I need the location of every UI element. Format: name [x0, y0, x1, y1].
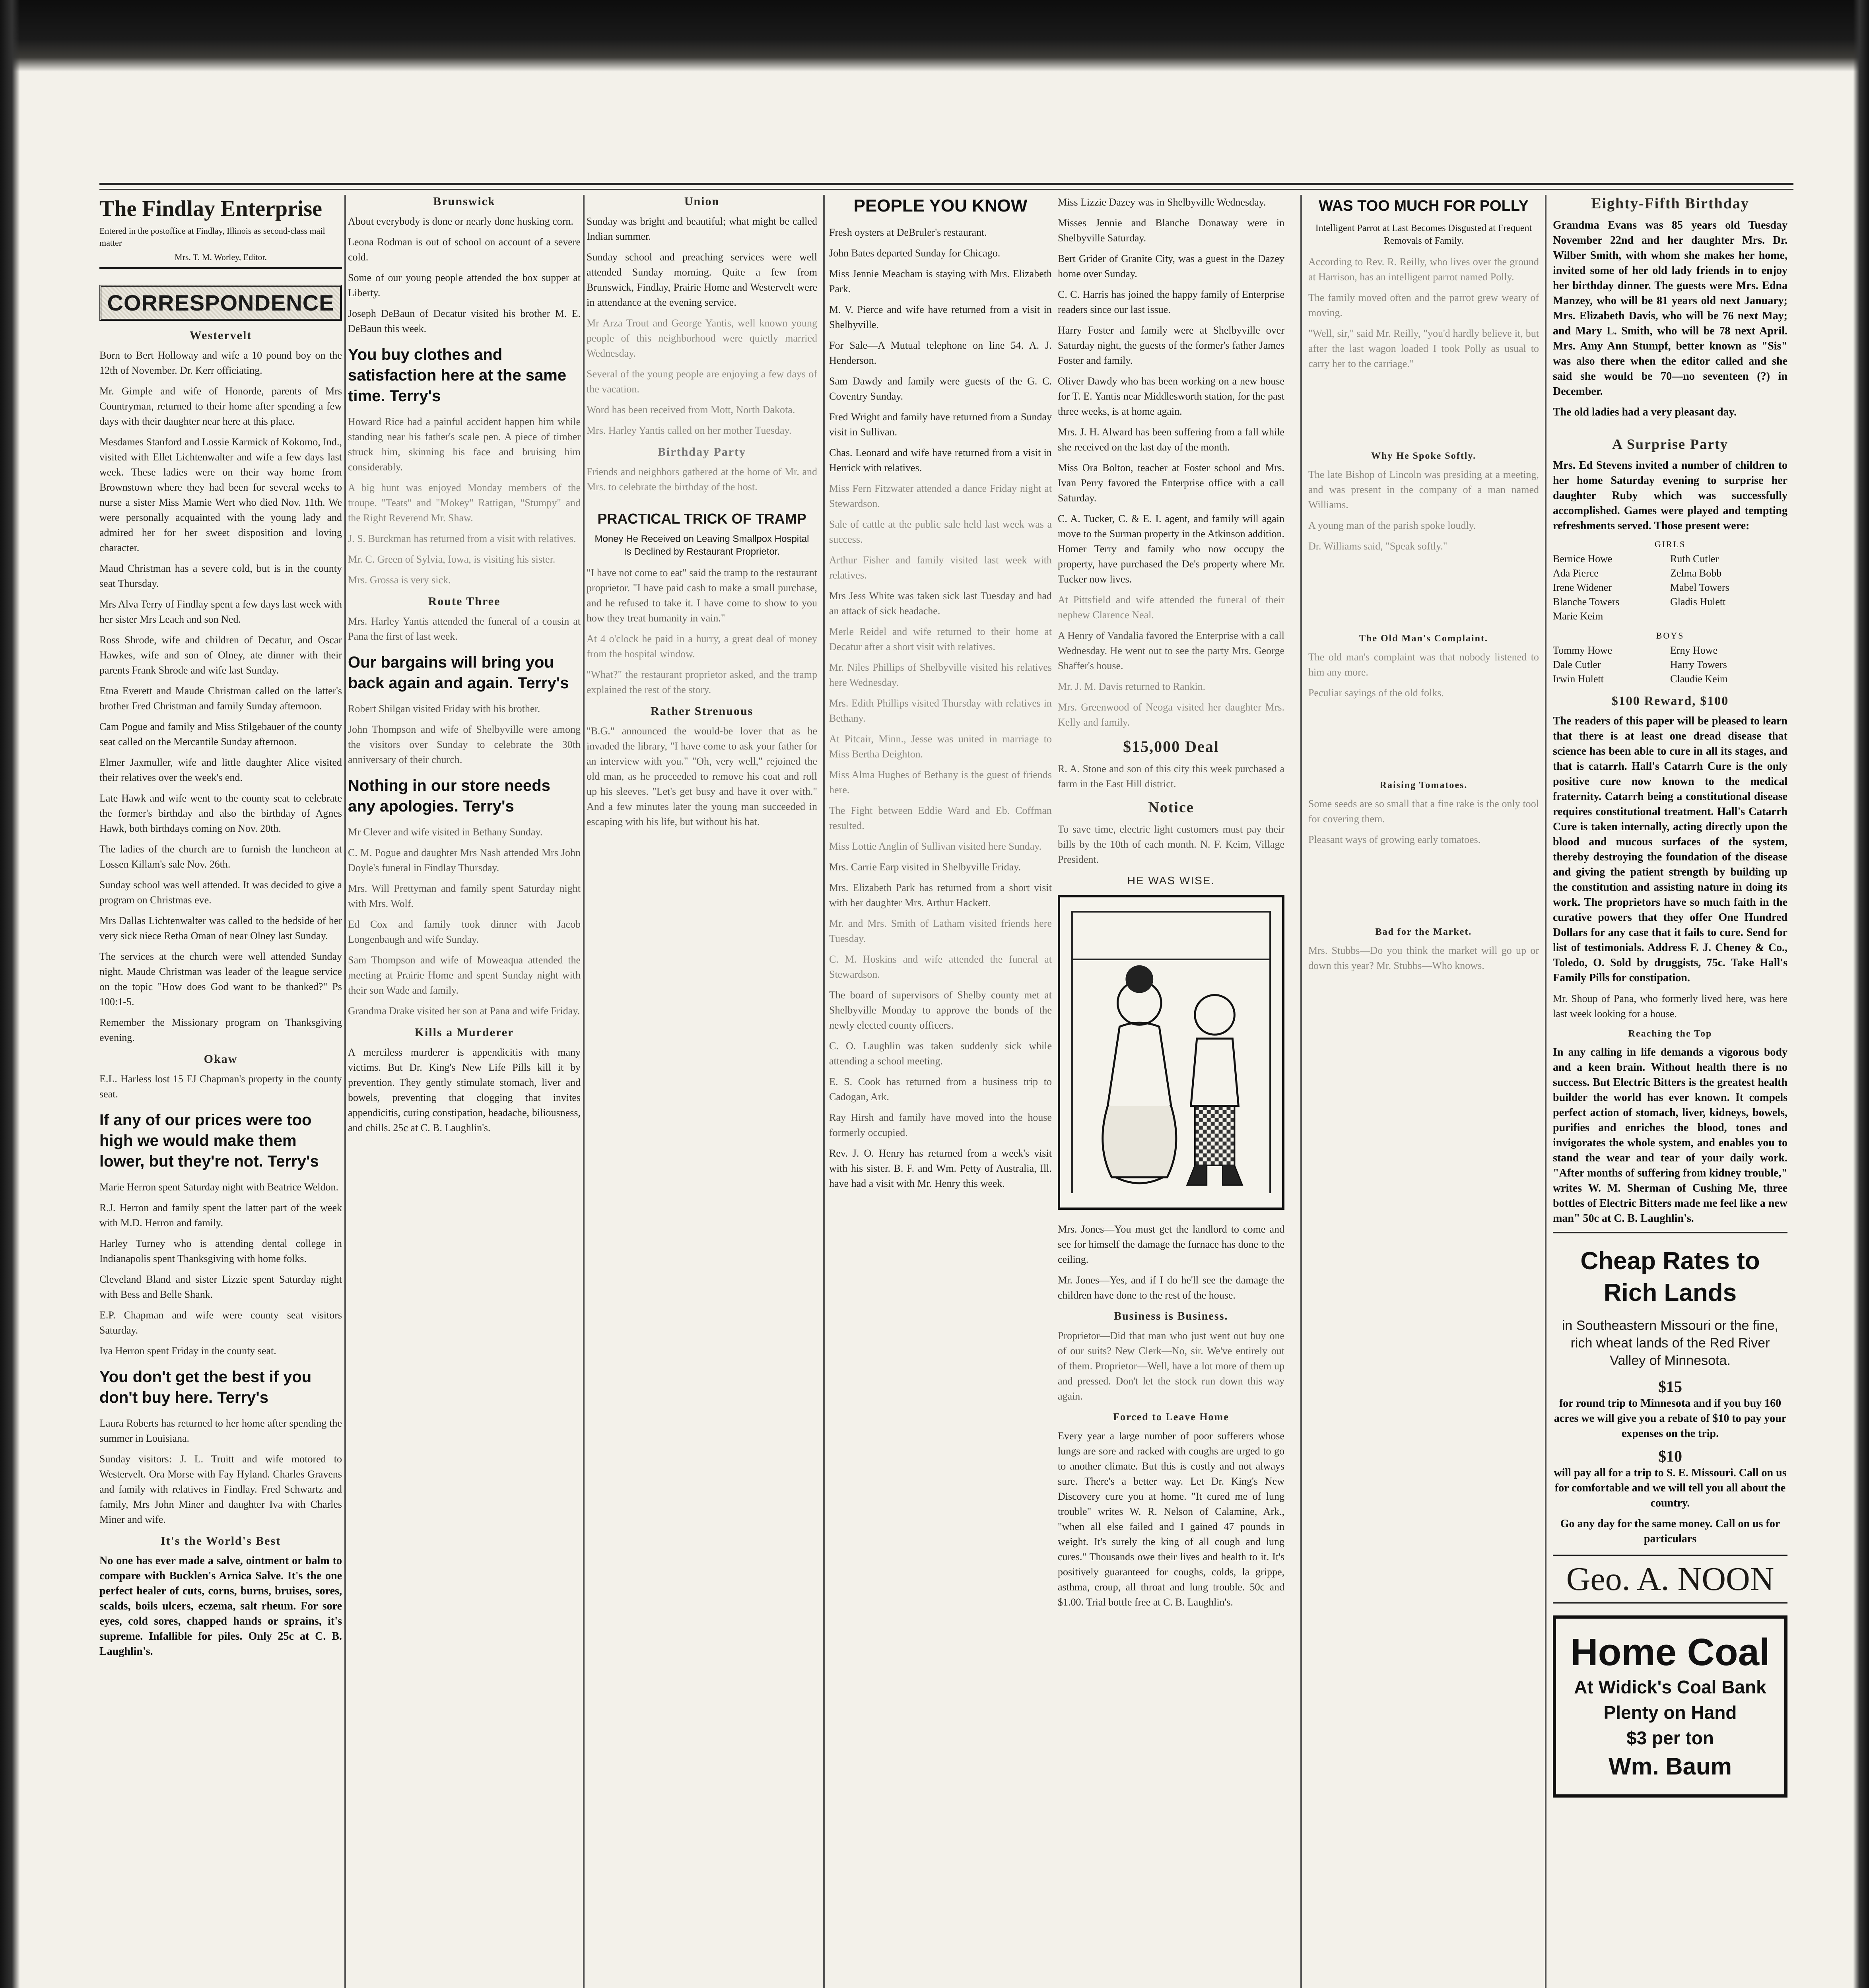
news-item: At 4 o'clock he paid in a hurry, a great deal of money from the hospital window.	[587, 633, 817, 660]
news-item: Miss Ora Bolton, teacher at Foster school and Mrs. Ivan Perry favored the Enterprise office with a call Saturday.	[1058, 462, 1284, 504]
news-item: Grandma Evans was 85 years old Tuesday November 22nd and her daughter Mrs. Dr. Wilber Smith, with whom she makes her home, invited some of her old lady friends in to enjoy her birthday dinner. The guests were Mrs. Edna Manzey, who will be 81 years old next January; Mrs. Elizabeth Davis, who will be 76 next May; and Mary L. Smith, who will be 78 next April. Mrs. Amy Ann Stumpf, better known as "Sis" was also there when the editor called and she said she would be 70—no seventeen (?) in December.	[1553, 219, 1787, 398]
news-item: R.J. Herron and family spent the latter part of the week with M.D. Herron and family.	[99, 1202, 342, 1229]
terry-ad-apologies: Nothing in our store needs any apologies. Terry's	[348, 777, 550, 815]
guest-name: Ruth Cutler	[1670, 553, 1719, 565]
noon-signature: Geo. A. NOON	[1553, 1555, 1787, 1604]
news-item: Etna Everett and Maude Christman called on the latter's brother Fred Christman and family Sunday afternoon.	[99, 685, 342, 712]
news-item: Sale of cattle at the public sale held last week was a success.	[829, 518, 1052, 545]
new-discovery-ad: Every year a large number of poor sufferers whose lungs are sore and racked with coughs are urged to go to another climate. But this is costly and not always sure. There's a better way. Let Dr. King's New Discovery cure you at home. "It cured me of lung trouble" writes W. R. Nelson of Calamine, Ark., "when all else failed and I gained 47 pounds in weight. It's surely the king of all cough and lung cures." Thousands owe their lives and health to it. It's positively guaranteed for coughs, colds, la grippe, asthma, croup, all throat and lung trouble. 50c and $1.00. Trial bottle free at C. B. Laughlin's.	[1058, 1430, 1284, 1608]
column-rule	[1300, 195, 1302, 1988]
news-item: E. S. Cook has returned from a business trip to Cadogan, Ark.	[829, 1076, 1052, 1103]
news-item: Robert Shilgan visited Friday with his brother.	[348, 703, 540, 714]
news-item: Bert Grider of Granite City, was a guest in the Dazey home over Sunday.	[1058, 253, 1284, 280]
coal-seller: Wm. Baum	[1608, 1753, 1732, 1780]
masthead-editor: Mrs. T. M. Worley, Editor.	[99, 251, 342, 269]
electric-bitters-ad: In any calling in life demands a vigorous body and a keen brain. Without health there is no success. But Electric Bitters is the greatest health builder the world has ever known. It compels perfect action of stomach, liver, kidneys, bowels, purifies and enriches the blood, tones and invigorates the whole system, and enables you to stand the wear and tear of your daily work. "After months of suffering from kidney trouble," writes W. M. Sherman of Cushing Me, three bottles of Electric Bitters made me feel like a new man" 50c at C. B. Laughlin's.	[1553, 1046, 1787, 1225]
news-item: Mrs. Jones—You must get the landlord to come and see for himself the damage the furnace has done to the ceiling.	[1058, 1223, 1284, 1265]
news-item: A young man of the parish spoke loudly.	[1308, 520, 1476, 531]
scan-border-top	[0, 0, 1869, 72]
news-item: Ross Shrode, wife and children of Decatur, and Oscar Hawkes, wife and son of Olney, ate dinner with their parents Frank Shrode and wife last Sunday.	[99, 634, 342, 676]
news-item: C. A. Tucker, C. & E. I. agent, and family will again move to the Surman property in the Atkinson addition. Homer Terry and family who now occupy the property, have purchased the De's property where Mr. Tucker now lives.	[1058, 513, 1284, 585]
terry-ad-best: You don't get the best if you don't buy here. Terry's	[99, 1368, 312, 1406]
news-item: Mr Clever and wife visited in Bethany Sunday.	[348, 826, 543, 838]
forced-heading: Forced to Leave Home	[1113, 1411, 1229, 1423]
news-item: Late Hawk and wife went to the county seat to celebrate the former's birthday and also the birthday of Agnes Hawk, both birthdays coming on Nov. 20th.	[99, 792, 342, 834]
birthday-heading: Eighty-Fifth Birthday	[1591, 195, 1749, 212]
news-item: John Bates departed Sunday for Chicago.	[829, 247, 1001, 259]
news-item: E.L. Harless lost 15 FJ Chapman's property in the county seat.	[99, 1073, 342, 1100]
column-rule	[823, 195, 825, 1988]
news-item: Chas. Leonard and wife have returned from a visit in Herrick with relatives.	[829, 447, 1052, 474]
news-item: C. M. Pogue and daughter Mrs Nash attended Mrs John Doyle's funeral in Findlay Thursday.	[348, 847, 581, 874]
news-item: Laura Roberts has returned to her home after spending the summer in Louisiana.	[99, 1417, 342, 1444]
westervelt-items	[99, 348, 342, 1045]
news-item: John Thompson and wife of Shelbyville were among the visitors over Sunday to celebrate the 30th anniversary of their church.	[348, 724, 581, 765]
news-item: A big hunt was enjoyed Monday members of the troupe. "Teats" and "Mokey" Rattigan, "Stumpy" and the Right Reverend Mr. Shaw.	[348, 482, 581, 524]
news-item: Mrs. Edith Phillips visited Thursday with relatives in Bethany.	[829, 697, 1052, 724]
guest-name: Harry Towers	[1670, 659, 1727, 670]
guest-name	[1670, 609, 1787, 623]
news-item: Sunday school and preaching services were well attended Sunday morning. Quite a few from Brunswick, Findlay, Prairie Home and Westervelt were in attendance at the evening service.	[587, 251, 817, 308]
guest-name: Zelma Bobb	[1670, 567, 1722, 579]
news-item: Sam Dawdy and family were guests of the G. C. Coventry Sunday.	[829, 375, 1052, 402]
news-item: Mrs. Harley Yantis attended the funeral of a cousin at Pana the first of last week.	[348, 615, 581, 642]
catarrh-cure-ad: The readers of this paper will be pleased to learn that there is at least one dread disease that science has been able to cure in all its stages, and that is catarrh. Hall's Catarrh Cure is the only positive cure now known to the medical fraternity. Catarrh being a constitutional disease requires constitutional treatment. Hall's Catarrh Cure is taken internally, acting directly upon the blood and mucous surfaces of the system, thereby destroying the foundation of the disease and giving the patient strength by building up the constitution and assisting nature in doing its work. The proprietors have so much faith in the curative powers that they offer One Hundred Dollars for any case that it fails to cure. Send for list of testimonials. Address F. J. Cheney & Co., Toledo, O. Sold by druggists, 75c. Take Hall's Family Pills for constipation.	[1553, 715, 1787, 984]
news-item: Mrs. Stubbs—Do you think the market will go up or down this year? Mr. Stubbs—Who knows.	[1308, 945, 1539, 971]
news-item: Friends and neighbors gathered at the home of Mr. and Mrs. to celebrate the birthday of the host.	[587, 466, 817, 493]
reward-heading: $100 Reward, $100	[1611, 693, 1729, 708]
scan-border-left	[0, 0, 20, 1988]
guest-name: Tommy Howe	[1553, 645, 1613, 656]
news-item: Some seeds are so small that a fine rake is the only tool for covering them.	[1308, 798, 1539, 825]
news-item: Fred Wright and family have returned from a Sunday visit in Sullivan.	[829, 411, 1052, 438]
news-item: Iva Herron spent Friday in the county seat.	[99, 1345, 276, 1357]
guest-name: Claudie Keim	[1670, 673, 1728, 685]
reaching-top-heading: Reaching the Top	[1628, 1029, 1712, 1039]
news-item: Oliver Dawdy who has been working on a new house for T. E. Yantis near Middlesworth station, for the past three weeks, is at home again.	[1058, 375, 1284, 417]
news-item: Grandma Drake visited her son at Pana and wife Friday.	[348, 1005, 580, 1017]
terry-ad-prices: If any of our prices were too high we would make them lower, but they're not. Terry's	[99, 1111, 319, 1170]
he-was-wise-heading: HE WAS WISE.	[1127, 874, 1215, 887]
tomatoes-heading: Raising Tomatoes.	[1379, 780, 1468, 790]
news-item: Merle Reidel and wife returned to their home at Decatur after a short visit with relatives.	[829, 626, 1052, 652]
news-item: The old ladies had a very pleasant day.	[1553, 406, 1737, 418]
news-item: The services at the church were well attended Sunday night. Maude Christman was leader of the league service on the topic "How does God want to be thanked?" Ps 100:1-5.	[99, 951, 342, 1008]
news-item: "I have not come to eat" said the tramp to the restaurant proprietor. "I have paid cash to make a small purchase, and he refused to take it. I have come to show to you how they treat humanity in vain."	[587, 567, 817, 624]
price-15: $15	[1658, 1378, 1682, 1396]
news-item: Cam Pogue and family and Miss Stilgebauer of the county seat called on the Mercantile Sunday afternoon.	[99, 721, 342, 747]
news-item: Mr. and Mrs. Smith of Latham visited friends here Tuesday.	[829, 918, 1052, 944]
news-item: Cleveland Bland and sister Lizzie spent Saturday night with Bess and Belle Shank.	[99, 1274, 342, 1300]
news-item: The old man's complaint was that nobody listened to him any more.	[1308, 651, 1539, 678]
news-item: "Well, sir," said Mr. Reilly, "you'd hardly believe it, but after the last wagon loaded I took Polly as usual to carry her to the carriage."	[1308, 328, 1539, 369]
news-item: Miss Alma Hughes of Bethany is the guest of friends here.	[829, 769, 1052, 796]
top-rule-thin	[99, 189, 1793, 190]
cartoon-drawing	[1060, 897, 1282, 1208]
news-item: "What?" the restaurant proprietor asked, and the tramp explained the rest of the story.	[587, 669, 817, 695]
news-item: Remember the Missionary program on Thanksgiving evening.	[99, 1017, 342, 1043]
guest-name: Gladis Hulett	[1670, 596, 1726, 608]
news-item: Elmer Jaxmuller, wife and little daughter Alice visited their relatives over the week's end.	[99, 757, 342, 783]
news-item: Joseph DeBaun of Decatur visited his brother M. E. DeBaun this week.	[348, 308, 581, 334]
news-item: At Pitcair, Minn., Jesse was united in marriage to Miss Bertha Deighton.	[829, 733, 1052, 760]
news-item: Proprietor—Did that man who just went out buy one of our suits? New Clerk—No, sir. We've entirely out of them. Proprietor—Well, have a lot more of them up and pressed. Don't let the stock run down this way again.	[1058, 1330, 1284, 1402]
news-item: Several of the young people are enjoying a few days of the vacation.	[587, 368, 817, 395]
cheap-rates-intro: in Southeastern Missouri or the fine, rich wheat lands of the Red River Valley of Minnesota.	[1562, 1318, 1779, 1368]
news-item: Miss Lizzie Dazey was in Shelbyville Wednesday.	[1058, 196, 1266, 208]
coal-title: Home Coal	[1570, 1631, 1770, 1673]
news-item: Mrs Jess White was taken sick last Tuesday and had an attack of sick headache.	[829, 590, 1052, 617]
column-1	[99, 195, 342, 1988]
guest-name: Irwin Hulett	[1553, 673, 1604, 685]
westervelt-heading: Westervelt	[189, 329, 252, 342]
news-item: Miss Jennie Meacham is staying with Mrs. Elizabeth Park.	[829, 268, 1052, 295]
news-item: Mr. Jones—Yes, and if I do he'll see the damage the children have done to the rest of the house.	[1058, 1274, 1284, 1301]
polly-heading: WAS TOO MUCH FOR POLLY	[1319, 198, 1529, 214]
news-item: Harry Foster and family were at Shelbyville over Saturday night, the guests of the former's father James Foster and family.	[1058, 324, 1284, 366]
guest-name: Irene Widener	[1553, 582, 1612, 593]
new-life-pills-ad: A merciless murderer is appendicitis with many victims. But Dr. King's New Life Pills kill it by prevention. They gently stimulate stomach, liver and bowels, preventing that clogging that invites appendicitis, curing constipation, headache, biliousness, and chills. 25c at C. B. Laughlin's.	[348, 1046, 581, 1134]
news-item: Dr. Williams said, "Speak softly."	[1308, 540, 1447, 552]
news-item: Misses Jennie and Blanche Donaway were in Shelbyville Saturday.	[1058, 217, 1284, 244]
cheap-rates-ad	[1553, 1232, 1787, 1604]
news-item: Word has been received from Mott, North Dakota.	[587, 404, 795, 415]
column-rule	[344, 195, 346, 1988]
news-item: The board of supervisors of Shelby county met at Shelbyville Monday to approve the bonds of the newly elected county officers.	[829, 989, 1052, 1031]
news-item: Ray Hirsh and family have moved into the house formerly occupied.	[829, 1112, 1052, 1138]
masthead-entered: Entered in the postoffice at Findlay, Illinois as second-class mail matter	[99, 226, 325, 248]
market-heading: Bad for the Market.	[1375, 927, 1472, 937]
news-item: Ed Cox and family took dinner with Jacob Longenbaugh and wife Sunday.	[348, 918, 581, 945]
news-item: Mr. Niles Phillips of Shelbyville visited his relatives here Wednesday.	[829, 662, 1052, 688]
column-rule	[1545, 195, 1546, 1988]
cartoon-illustration	[1058, 895, 1284, 1210]
news-item: C. M. Hoskins and wife attended the funeral at Stewardson.	[829, 953, 1052, 980]
news-item: Leona Rodman is out of school on account of a severe cold.	[348, 236, 581, 263]
rather-strenuous-heading: Rather Strenuous	[650, 705, 754, 718]
news-item: A Henry of Vandalia favored the Enterprise with a call Wednesday. He went out to see the party Mrs. George Shaffer's house.	[1058, 630, 1284, 672]
news-item: Mr. Gimple and wife of Honorde, parents of Mrs Countryman, returned to their home after spending a few days with their daughter near here at this place.	[99, 385, 342, 427]
surprise-heading: A Surprise Party	[1612, 436, 1728, 452]
price-15-text: for round trip to Minnesota and if you buy 160 acres we will give you a rebate of $10 to pay your expenses on the trip.	[1554, 1397, 1787, 1440]
news-item: Mrs. Harley Yantis called on her mother Tuesday.	[587, 425, 792, 436]
column-2-right	[587, 195, 817, 1988]
news-item: C. C. Harris has joined the happy family of Enterprise readers since our last issue.	[1058, 289, 1284, 315]
girls-list	[1553, 552, 1787, 623]
coal-price: $3 per ton	[1626, 1728, 1714, 1748]
notice-heading: Notice	[1148, 799, 1194, 816]
guest-name: Bernice Howe	[1553, 553, 1613, 565]
news-item: Sunday visitors: J. L. Truitt and wife motored to Westervelt. Ora Morse with Fay Hyland. Charles Gravens and family with relatives in Findlay. Fred Schwartz and family, Mrs John Miner and daughter Iva with Charles Miner and wife.	[99, 1453, 342, 1525]
news-item: Mrs. Elizabeth Park has returned from a short visit with her daughter Mrs. Arthur Hackett.	[829, 882, 1052, 909]
masthead-title: The Findlay Enterprise	[99, 196, 323, 221]
news-item: M. V. Pierce and wife have returned from a visit in Shelbyville.	[829, 304, 1052, 330]
news-item: Mrs. J. H. Alward has been suffering from a fall while she received on the last day of the month.	[1058, 426, 1284, 453]
news-item: R. A. Stone and son of this city this week purchased a farm in the East Hill district.	[1058, 763, 1284, 790]
deal-heading: $15,000 Deal	[1123, 738, 1219, 755]
news-item: At Pittsfield and wife attended the funeral of their nephew Clarence Neal.	[1058, 594, 1284, 621]
birthday-party-heading: Birthday Party	[657, 445, 746, 458]
scan-border-right	[1853, 0, 1869, 1988]
girls-label: GIRLS	[1654, 539, 1686, 549]
column-5	[1553, 195, 1787, 1988]
news-item: Born to Bert Holloway and wife a 10 pound boy on the 12th of November. Dr. Kerr officiating.	[99, 349, 342, 376]
news-item: "B.G." announced the would-be lover that as he invaded the library, "I have come to ask your father for an interview with you." "Oh, very well," rejoined the old man, as he proceeded to remove his coat and roll up his sleeves. "Let's get busy and have it over with." And a few minutes later the young man succeeded in escaping with his life, but without his hat.	[587, 725, 817, 827]
news-item: C. O. Laughlin was taken suddenly sick while attending a school meeting.	[829, 1040, 1052, 1067]
terry-ad-bargains: Our bargains will bring you back again and again. Terry's	[348, 654, 569, 692]
complaint-heading: The Old Man's Complaint.	[1359, 633, 1488, 644]
news-item: Mr Arza Trout and George Yantis, well known young people of this neighborhood were quietly married Wednesday.	[587, 317, 817, 359]
news-item: Sunday school was well attended. It was decided to give a program on Christmas eve.	[99, 879, 342, 906]
news-item: Some of our young people attended the box supper at Liberty.	[348, 272, 581, 299]
tramp-subheading: Money He Received on Leaving Smallpox Hospital Is Declined by Restaurant Proprietor.	[595, 534, 809, 557]
news-item: Sam Thompson and wife of Moweaqua attended the meeting at Prairie Home and spent Sunday night with their son Wade and family.	[348, 954, 581, 996]
column-3-right	[1058, 195, 1284, 1988]
news-item: About everybody is done or nearly done husking corn.	[348, 215, 573, 227]
boys-list	[1553, 643, 1787, 686]
news-item: Sunday was bright and beautiful; what might be called Indian summer.	[587, 215, 817, 242]
news-item: Howard Rice had a painful accident happen him while standing near his father's scale pen. A piece of timber struck him, skinning his face and bruising him considerably.	[348, 416, 581, 473]
news-item: Mr. C. Green of Sylvia, Iowa, is visiting his sister.	[348, 553, 556, 565]
news-item: Mrs. Ed Stevens invited a number of children to her home Saturday evening to surprise her daughter Ruby which was successfully accomplished. Games were played and tempting refreshments served. Those present were:	[1553, 459, 1787, 532]
notice-text: To save time, electric light customers must pay their bills by the 10th of each month. N. F. Keim, Village President.	[1058, 823, 1284, 865]
news-item: Mrs Dallas Lichtenwalter was called to the bedside of her very sick niece Retha Oman of near Olney last Sunday.	[99, 915, 342, 942]
news-item: The ladies of the church are to furnish the luncheon at Lossen Killam's sale Nov. 26th.	[99, 843, 342, 870]
news-item: Peculiar sayings of the old folks.	[1308, 687, 1444, 699]
news-item: Mrs. Will Prettyman and family spent Saturday night with Mrs. Wolf.	[348, 883, 581, 909]
terry-ad-clothes: You buy clothes and satisfaction here at the same time. Terry's	[348, 346, 567, 405]
news-item: Harley Turney who is attending dental college in Indianapolis spent Thanksgiving with home folks.	[99, 1238, 342, 1264]
news-item: According to Rev. R. Reilly, who lives over the ground at Harrison, has an intelligent parrot named Polly.	[1308, 256, 1539, 283]
price-10: $10	[1658, 1447, 1682, 1465]
coal-stock: Plenty on Hand	[1603, 1702, 1737, 1723]
news-item: E.P. Chapman and wife were county seat visitors Saturday.	[99, 1309, 342, 1336]
news-item: Mrs Alva Terry of Findlay spent a few days last week with her sister Mrs Leach and son Ned.	[99, 598, 342, 625]
column-2-left	[348, 195, 581, 1988]
arnica-salve-ad: No one has ever made a salve, ointment or balm to compare with Bucklen's Arnica Salve. It's the one perfect healer of cuts, corns, burns, bruises, sores, scalds, boils ulcers, eczema, salt rheum. For sore eyes, cold sores, chapped hands or sprains, it's supreme. Infallible for piles. Only 25c at C. B. Laughlin's.	[99, 1555, 342, 1658]
news-item: Mesdames Stanford and Lossie Karmick of Kokomo, Ind., visited with Ellet Lichtenwalter and wife a few days last week. These ladies were on their way home from Brownstown where they had been for several weeks to nurse a sister Miss Mamie Wert who died Nov. 11th. We were personally acquainted with the young lady and admired her for her sweet disposition and loving character.	[99, 436, 342, 553]
guest-name: Blanche Towers	[1553, 596, 1620, 608]
top-rule	[99, 183, 1793, 185]
cheap-rates-heading: Cheap Rates to Rich Lands	[1580, 1247, 1760, 1307]
correspondence-banner: CORRESPONDENCE	[99, 285, 342, 321]
spoke-softly-heading: Why He Spoke Softly.	[1371, 451, 1477, 461]
news-item: Mrs. Carrie Earp visited in Shelbyville Friday.	[829, 861, 1021, 873]
news-item: Fresh oysters at DeBruler's restaurant.	[829, 227, 987, 238]
kills-murderer-heading: Kills a Murderer	[414, 1026, 514, 1039]
news-item: Maud Christman has a severe cold, but is in the county seat Thursday.	[99, 563, 342, 589]
people-you-know-heading: PEOPLE YOU KNOW	[853, 196, 1028, 215]
news-item: Miss Fern Fitzwater attended a dance Friday night at Stewardson.	[829, 483, 1052, 509]
guest-name: Erny Howe	[1670, 645, 1718, 656]
worlds-best-heading: It's the World's Best	[160, 1534, 281, 1547]
news-item: Arthur Fisher and family visited last week with relatives.	[829, 554, 1052, 581]
news-item: Mrs. Greenwood of Neoga visited her daughter Mrs. Kelly and family.	[1058, 701, 1284, 728]
price-10-more: Go any day for the same money. Call on us for particulars	[1560, 1518, 1780, 1545]
column-rule	[583, 195, 585, 1988]
route-three-heading: Route Three	[428, 595, 501, 608]
guest-name: Ada Pierce	[1553, 567, 1599, 579]
news-item: The late Bishop of Lincoln was presiding at a meeting, and was present in the company of a man named Williams.	[1308, 469, 1539, 511]
column-4	[1308, 195, 1539, 1988]
news-item: Mr. J. M. Davis returned to Rankin.	[1058, 681, 1206, 692]
news-item: The family moved often and the parrot grew weary of moving.	[1308, 292, 1539, 318]
news-item: Miss Lottie Anglin of Sullivan visited here Sunday.	[829, 841, 1042, 852]
news-item: For Sale—A Mutual telephone on line 54. A. J. Henderson.	[829, 340, 1052, 366]
home-coal-ad	[1553, 1615, 1787, 1798]
news-item: Mr. Shoup of Pana, who formerly lived here, was here last week looking for a house.	[1553, 993, 1787, 1019]
news-item: Marie Herron spent Saturday night with Beatrice Weldon.	[99, 1181, 339, 1193]
price-10-text: will pay all for a trip to S. E. Missouri. Call on us for comfortable and we will tell you all about the country.	[1554, 1467, 1787, 1509]
coal-location: At Widick's Coal Bank	[1574, 1677, 1766, 1697]
news-item: The Fight between Eddie Ward and Eb. Coffman resulted.	[829, 805, 1052, 831]
news-item: J. S. Burckman has returned from a visit with relatives.	[348, 533, 576, 544]
news-item: Pleasant ways of growing early tomatoes.	[1308, 834, 1481, 845]
column-3-left	[829, 195, 1052, 1988]
guest-name: Dale Cutler	[1553, 659, 1601, 670]
business-heading: Business is Business.	[1114, 1310, 1228, 1322]
guest-name: Marie Keim	[1553, 610, 1603, 622]
guest-name: Mabel Towers	[1670, 582, 1729, 593]
news-item: Rev. J. O. Henry has returned from a week's visit with his sister. B. F. and Wm. Petty of Australia, Ill. have had a visit with Mr. Henry this week.	[829, 1147, 1052, 1189]
boys-label: BOYS	[1656, 631, 1684, 641]
polly-subheading: Intelligent Parrot at Last Becomes Disgusted at Frequent Removals of Family.	[1315, 223, 1532, 246]
tramp-heading: PRACTICAL TRICK OF TRAMP	[597, 511, 806, 527]
brunswick-heading: Brunswick	[433, 195, 495, 208]
news-item: Mrs. Grossa is very sick.	[348, 574, 451, 586]
okaw-heading: Okaw	[204, 1052, 238, 1066]
union-heading: Union	[684, 195, 720, 208]
